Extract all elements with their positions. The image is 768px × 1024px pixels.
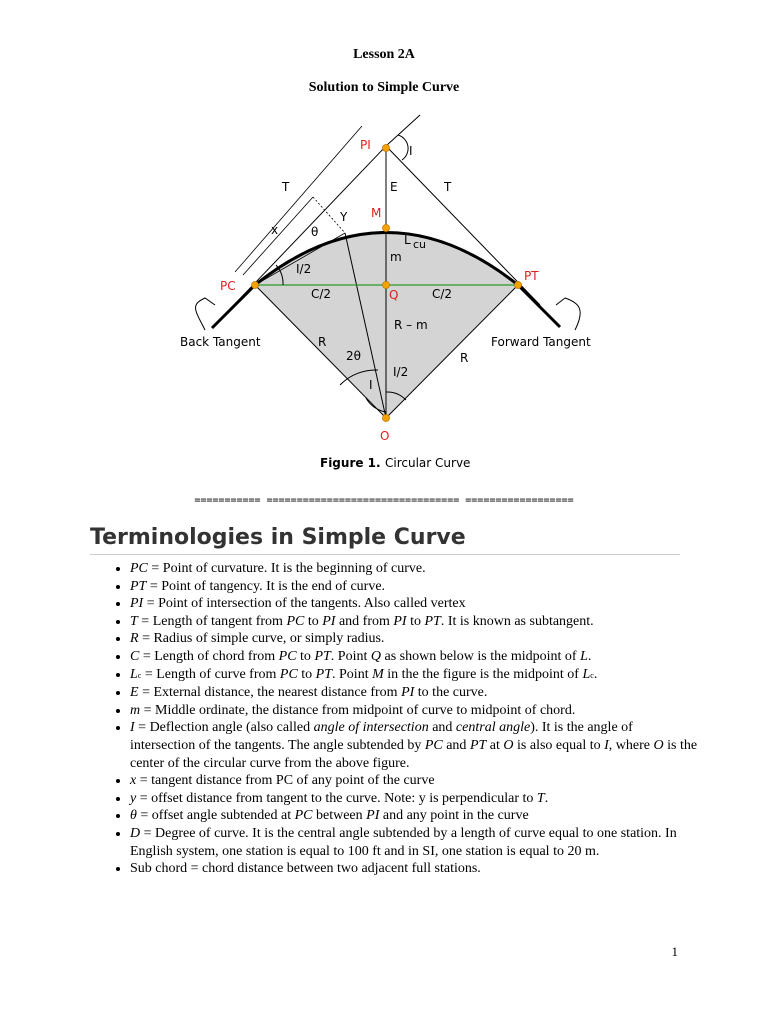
label-lcu: L xyxy=(404,233,411,247)
label-back-tangent: Back Tangent xyxy=(180,335,261,349)
label-r-minus-m: R – m xyxy=(394,318,428,332)
term-y: • y = offset distance from tangent to the curve. Note: y is perpendicular to T. xyxy=(130,790,700,808)
term-pi: • PI = Point of intersection of the tangents. Also called vertex xyxy=(130,595,700,613)
label-r-left: R xyxy=(318,335,327,349)
forward-tangent-stub xyxy=(518,285,560,327)
separator-line: =========== ================================ ================== xyxy=(194,495,574,506)
label-pc: PC xyxy=(220,279,236,293)
tangent-extension xyxy=(386,115,420,146)
label-m-point: M xyxy=(371,206,382,220)
angle-i-top xyxy=(398,135,408,160)
back-tangent-pointer xyxy=(196,298,215,330)
term-e: • E = External distance, the nearest distance from PI to the curve. xyxy=(130,684,700,702)
page-number: 1 xyxy=(671,944,678,959)
point-m xyxy=(383,225,390,232)
term-c: • C = Length of chord from PC to PT. Point Q as shown below is the midpoint of L. xyxy=(130,648,700,666)
label-pt: PT xyxy=(524,269,539,283)
point-pi xyxy=(383,145,390,152)
label-x: x xyxy=(271,223,279,237)
label-e: E xyxy=(390,180,398,194)
point-pc xyxy=(252,282,259,289)
point-o xyxy=(383,415,390,422)
label-i-top: I xyxy=(409,144,413,158)
label-theta: θ xyxy=(311,225,319,239)
term-m: • m = Middle ordinate, the distance from midpoint of curve to midpoint of chord. xyxy=(130,702,700,720)
label-i-center: I xyxy=(369,378,373,392)
term-t: • T = Length of tangent from PC to PI and from PI to PT. It is known as subtangent. xyxy=(130,613,700,631)
term-x: • x = tangent distance from PC of any point of the curve xyxy=(130,772,700,790)
label-m-ordinate: m xyxy=(390,250,402,264)
label-y: Y xyxy=(340,210,348,224)
label-t-right: T xyxy=(444,180,452,194)
label-r-right: R xyxy=(460,351,469,365)
label-2theta: 2θ xyxy=(346,349,361,363)
label-lcu-sub: cu xyxy=(413,238,427,251)
label-pi: PI xyxy=(360,138,371,152)
label-half-i-pc: I/2 xyxy=(296,262,312,276)
term-sub-chord: • Sub chord = chord distance between two adjacent full stations. xyxy=(130,860,700,878)
term-i: • I = Deflection angle (also called angle of intersection and central angle). It is the angle of intersection of the tangents. The angle subtended by PC and PT at O is also equal to I, where O is the center of the circular curve from the above figure. xyxy=(130,719,700,772)
section-heading: Terminologies in Simple Curve xyxy=(90,525,680,555)
term-r: • R = Radius of simple curve, or simply radius. xyxy=(130,630,700,648)
term-theta: • θ = offset angle subtended at PC between PI and any point in the curve xyxy=(130,807,700,825)
term-d: • D = Degree of curve. It is the central angle subtended by a length of curve equal to one station. In English system, one station is equal to 100 ft and in SI, one station is equal to 20 m. xyxy=(130,825,700,860)
label-half-i-center: I/2 xyxy=(393,365,409,379)
label-o: O xyxy=(380,429,390,443)
label-t-left: T xyxy=(282,180,290,194)
term-pc: • PC = Point of curvature. It is the beginning of curve. xyxy=(130,560,700,578)
terms-list xyxy=(108,560,700,878)
circular-curve-figure xyxy=(0,110,768,480)
document-subtitle: Solution to Simple Curve xyxy=(308,80,460,95)
point-pt xyxy=(515,282,522,289)
lesson-title: Lesson 2A xyxy=(353,47,415,62)
figure-caption-text: Circular Curve xyxy=(385,456,471,470)
figure-caption-bold: Figure 1. xyxy=(320,456,381,470)
label-c2-right: C/2 xyxy=(432,287,453,301)
label-c2-left: C/2 xyxy=(311,287,332,301)
term-lc: • Lc = Length of curve from PC to PT. Point M in the the figure is the midpoint of Lc. xyxy=(130,666,700,685)
label-q: Q xyxy=(389,288,399,302)
term-pt: • PT = Point of tangency. It is the end of curve. xyxy=(130,578,700,596)
label-forward-tangent: Forward Tangent xyxy=(491,335,591,349)
